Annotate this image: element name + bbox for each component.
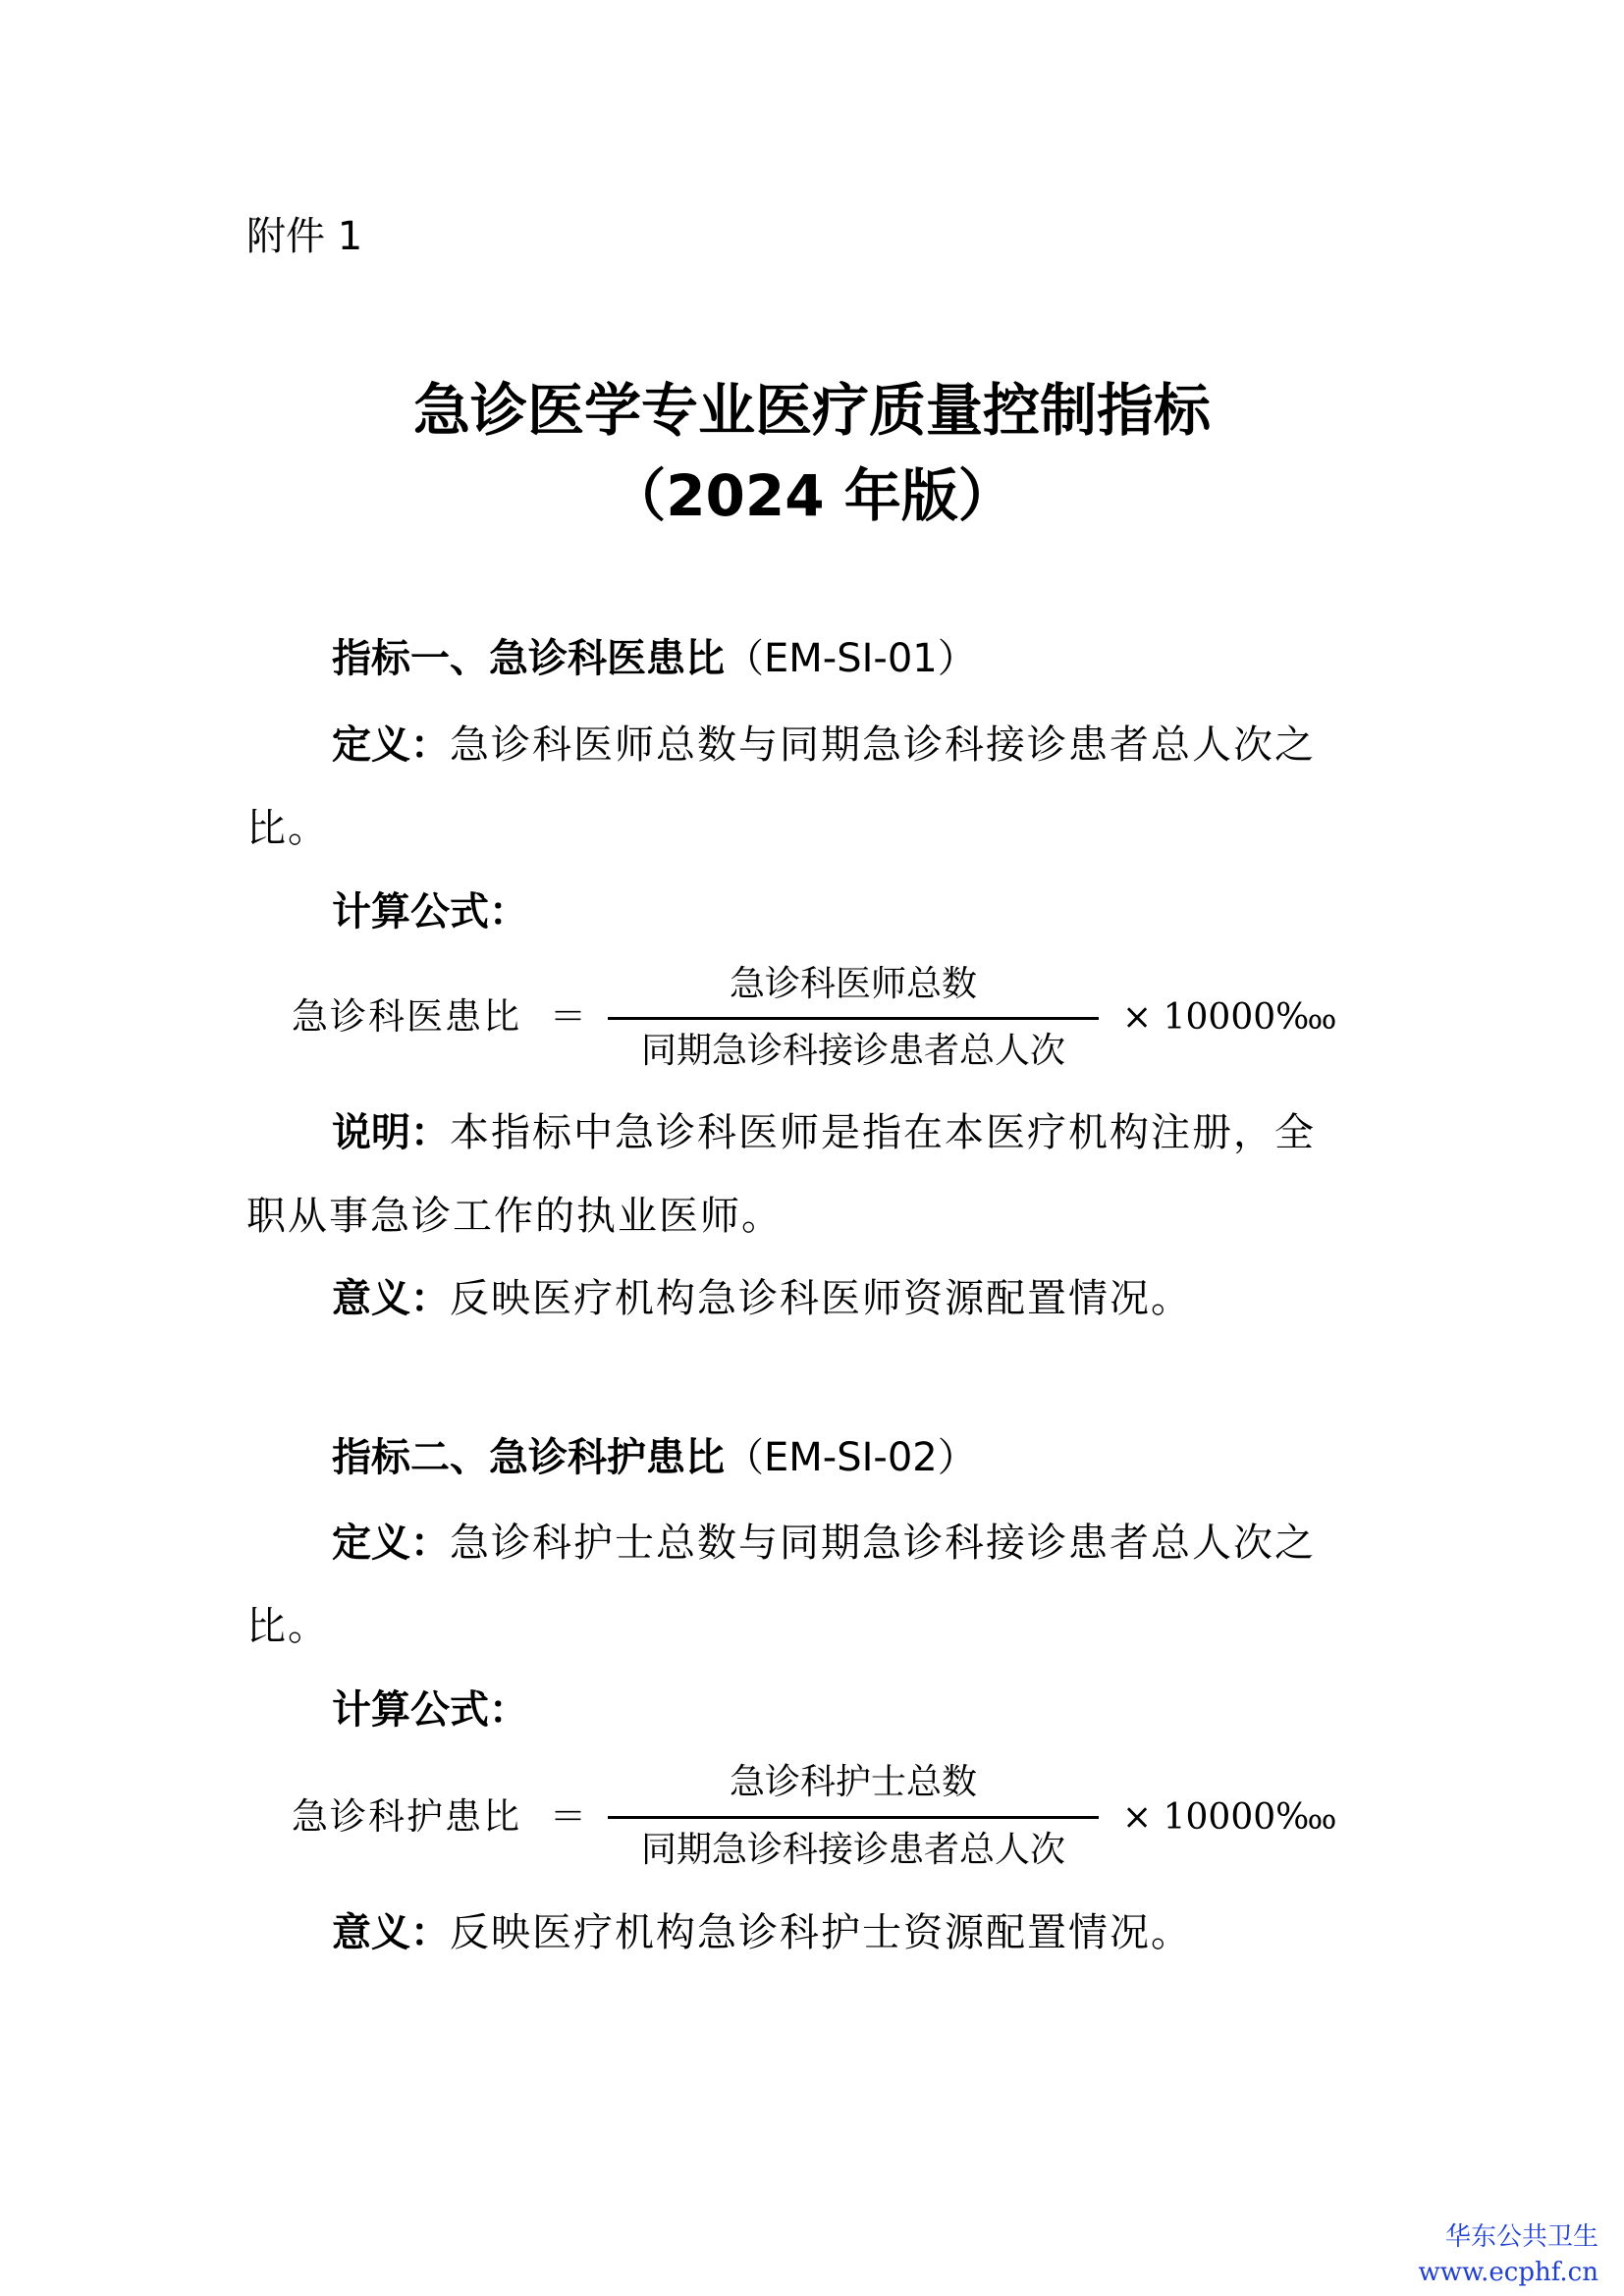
significance-text: 反映医疗机构急诊科医师资源配置情况。 [450,1276,1192,1321]
indicator-1-note-cont: 职从事急诊工作的执业医师。 [246,1194,783,1239]
formula-label: 计算公式： [332,1687,528,1733]
indicator-2-title: 指标二、急诊科护患比 [332,1435,725,1480]
indicator-1-note [332,1105,1316,1160]
watermark-url: www.ecphf.cn [1418,2258,1598,2287]
indicator-1-definition-cont: 比。 [246,806,329,851]
indicator-1-significance [332,1271,1192,1326]
formula-multiplier: × 10000‱ [1122,1797,1337,1838]
indicator-2-formula-label [332,1682,528,1737]
indicator-1-title: 指标一、急诊科医患比 [332,636,725,681]
definition-text: 急诊科护士总数与同期急诊科接诊患者总人次之 [450,1521,1316,1566]
formula-numerator: 急诊科护士总数 [729,1762,977,1802]
formula-equals: ＝ [550,1795,588,1838]
watermark-name: 华东公共卫生 [1444,2222,1598,2252]
formula-numerator: 急诊科医师总数 [729,964,977,1004]
significance-text: 反映医疗机构急诊科护士资源配置情况。 [450,1910,1192,1955]
document-subtitle: （2024 年版） [609,462,1015,529]
indicator-1-definition [332,718,1316,773]
note-label: 说明： [332,1110,450,1155]
significance-label: 意义： [332,1910,450,1955]
indicator-2-code: （EM-SI-02） [725,1435,977,1480]
indicator-1-code: （EM-SI-01） [725,636,977,681]
note-text: 本指标中急诊科医师是指在本医疗机构注册，全 [450,1110,1316,1155]
formula-lhs: 急诊科医患比 [292,995,521,1038]
definition-label: 定义： [332,1521,450,1566]
fraction-bar [608,1816,1099,1819]
definition-text: 急诊科医师总数与同期急诊科接诊患者总人次之 [450,722,1316,768]
significance-label: 意义： [332,1276,450,1321]
indicator-1-heading [332,631,977,686]
indicator-1-formula-label [332,884,528,939]
attachment-label: 附件 1 [246,214,363,259]
formula-lhs: 急诊科护患比 [292,1795,521,1838]
formula-equals: ＝ [550,995,588,1038]
formula-multiplier: × 10000‱ [1122,997,1337,1038]
indicator-2-heading [332,1430,977,1485]
document-title: 急诊医学专业医疗质量控制指标 [412,377,1211,444]
indicator-2-definition-cont: 比。 [246,1604,329,1649]
formula-label: 计算公式： [332,889,528,934]
formula-denominator: 同期急诊科接诊患者总人次 [640,1830,1065,1870]
definition-label: 定义： [332,722,450,768]
formula-denominator: 同期急诊科接诊患者总人次 [640,1031,1065,1071]
indicator-2-significance [332,1905,1192,1960]
indicator-2-definition [332,1516,1316,1571]
fraction-bar [608,1017,1099,1020]
